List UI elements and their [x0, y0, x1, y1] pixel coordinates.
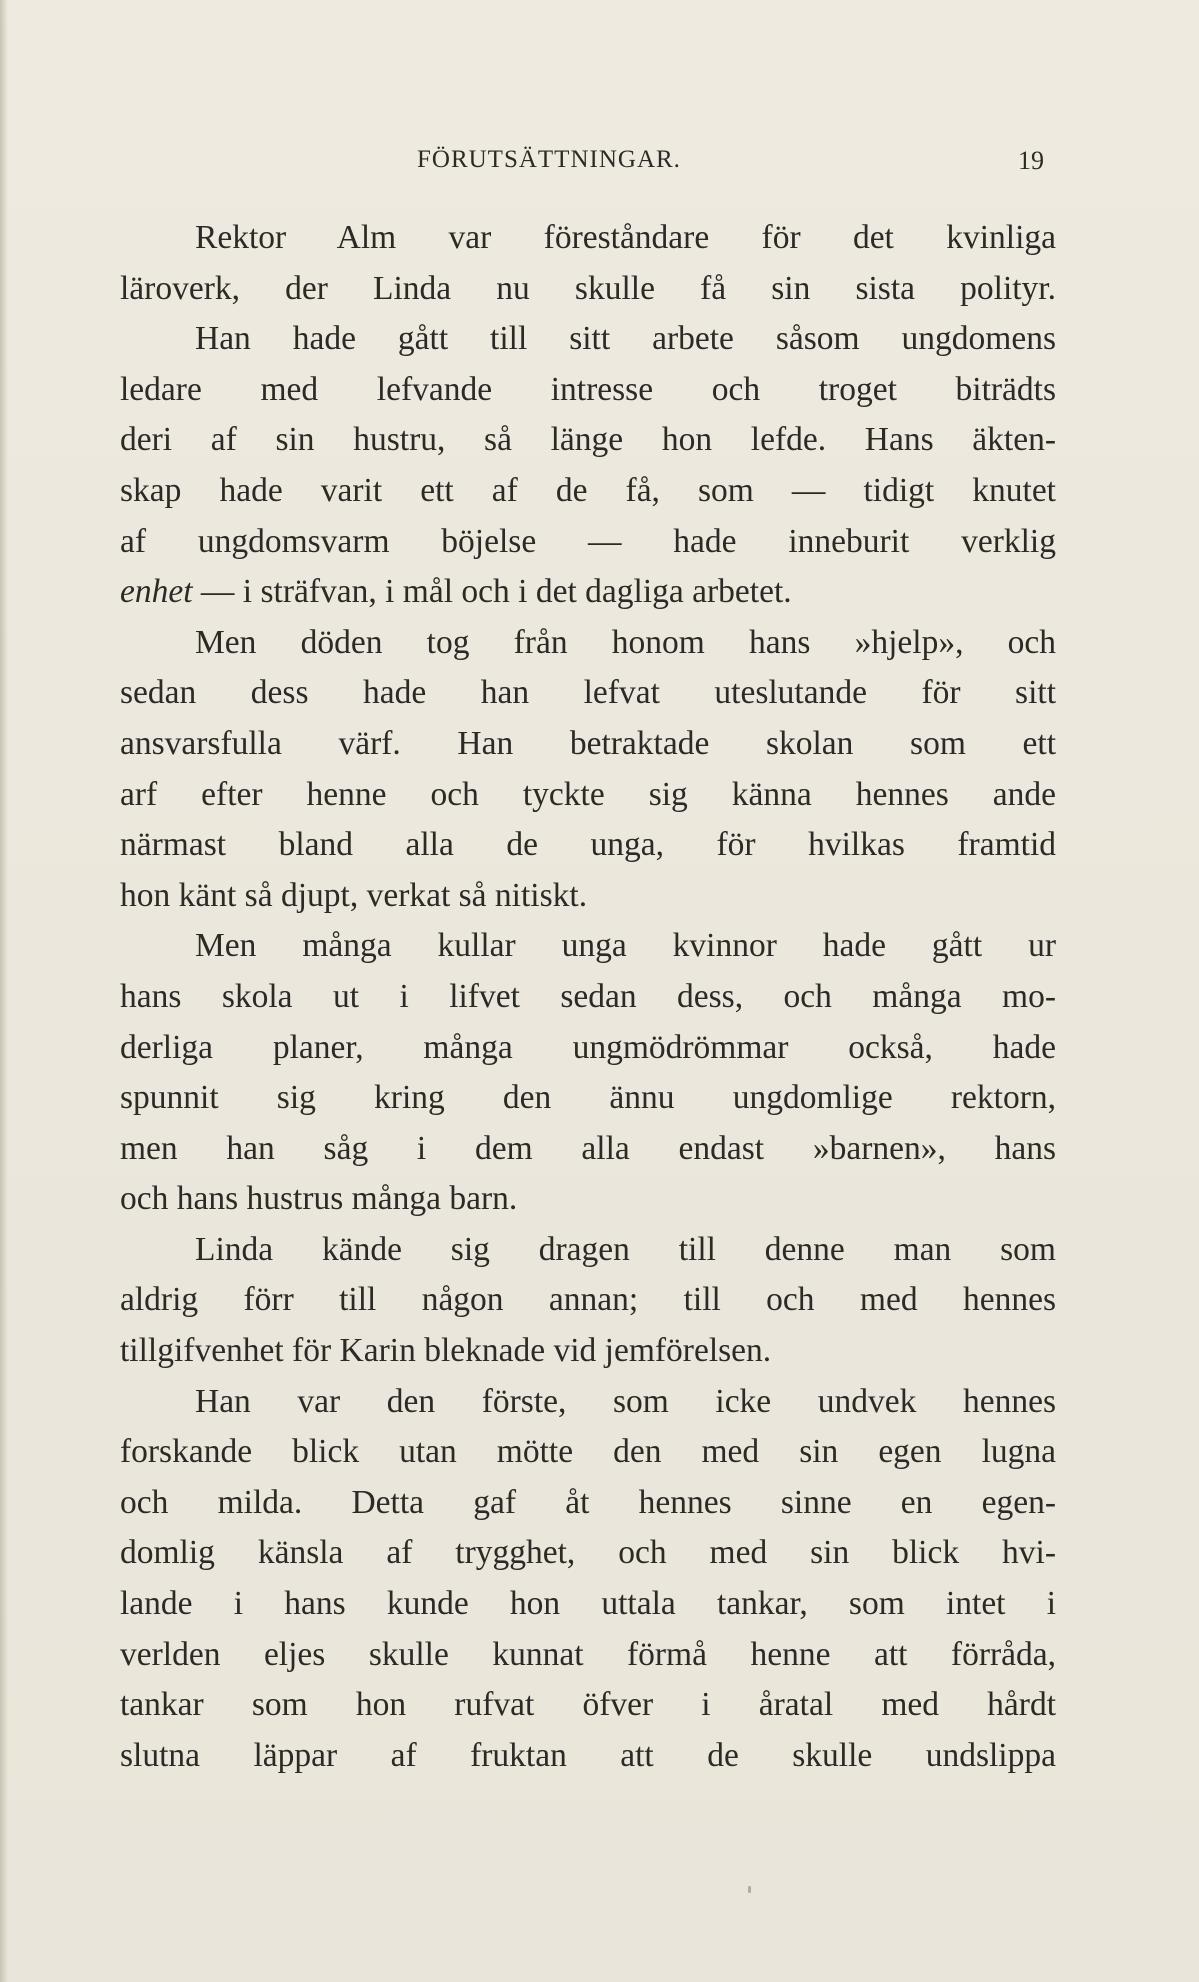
- text-line: Men döden tog från honom hans »hjelp», och: [195, 623, 1056, 661]
- text-line: verlden eljes skulle kunnat förmå henne att förråda,: [120, 1635, 1056, 1673]
- text-line: och milda. Detta gaf åt hennes sinne en egen-: [120, 1483, 1056, 1521]
- running-head: FÖRUTSÄTTNINGAR.: [417, 146, 681, 173]
- text-line: hon känt så djupt, verkat så nitiskt.: [120, 876, 588, 914]
- text-line: derliga planer, många ungmödrömmar också, hade: [120, 1028, 1056, 1066]
- text-line: ledare med lefvande intresse och troget biträdts: [120, 370, 1056, 408]
- page-number: 19: [1018, 146, 1044, 175]
- italic-word: enhet: [120, 573, 193, 611]
- text-line: och hans hustrus många barn.: [120, 1180, 518, 1218]
- text-line: Han var den förste, som icke undvek hennes: [195, 1382, 1056, 1420]
- text-line: slutna läppar af fruktan att de skulle undslippa: [120, 1736, 1056, 1774]
- text-line: deri af sin hustru, så länge hon lefde. Hans äkten-: [120, 421, 1056, 459]
- text-line: hans skola ut i lifvet sedan dess, och många mo-: [120, 977, 1056, 1015]
- text-line: af ungdomsvarm böjelse — hade inneburit verklig: [120, 522, 1056, 560]
- text-line: skap hade varit ett af de få, som — tidigt knutet: [120, 471, 1056, 509]
- text-line: närmast bland alla de unga, för hvilkas framtid: [120, 826, 1056, 864]
- text-line: sedan dess hade han lefvat uteslutande för sitt: [120, 674, 1056, 712]
- text-line: enhet — i sträfvan, i mål och i det dagliga arbetet.: [120, 573, 792, 611]
- text-line: aldrig förr till någon annan; till och med hennes: [120, 1281, 1056, 1319]
- text-line: tankar som hon rufvat öfver i åratal med hårdt: [120, 1686, 1056, 1724]
- text-line: Rektor Alm var föreståndare för det kvinliga: [195, 219, 1056, 256]
- text-line: Han hade gått till sitt arbete såsom ungdomens: [195, 320, 1056, 358]
- text-line: forskande blick utan mötte den med sin egen lugna: [120, 1433, 1056, 1471]
- text-line: domlig känsla af trygghet, och med sin blick hvi-: [120, 1534, 1056, 1572]
- text-line: lande i hans kunde hon uttala tankar, som intet i: [120, 1585, 1056, 1623]
- text-line: läroverk, der Linda nu skulle få sin sista polityr.: [120, 269, 1056, 307]
- text-line: ansvarsfulla värf. Han betraktade skolan som ett: [120, 724, 1056, 762]
- text-line: men han såg i dem alla endast »barnen», hans: [120, 1129, 1056, 1167]
- text-line: Men många kullar unga kvinnor hade gått ur: [195, 927, 1056, 965]
- text-line: spunnit sig kring den ännu ungdomlige rektorn,: [120, 1079, 1056, 1117]
- page-edge-shadow: [0, 0, 8, 1982]
- paper-speck: [748, 1886, 751, 1893]
- text-line: arf efter henne och tyckte sig känna hennes ande: [120, 775, 1056, 813]
- text-line-rest: i sträfvan, i mål och i det dagliga arbetet.: [242, 573, 792, 611]
- text-line: Linda kände sig dragen till denne man som: [195, 1230, 1056, 1268]
- page-header: [120, 146, 1044, 186]
- body-text: [120, 213, 1056, 1781]
- text-line: tillgifvenhet för Karin bleknade vid jemförelsen.: [120, 1332, 772, 1370]
